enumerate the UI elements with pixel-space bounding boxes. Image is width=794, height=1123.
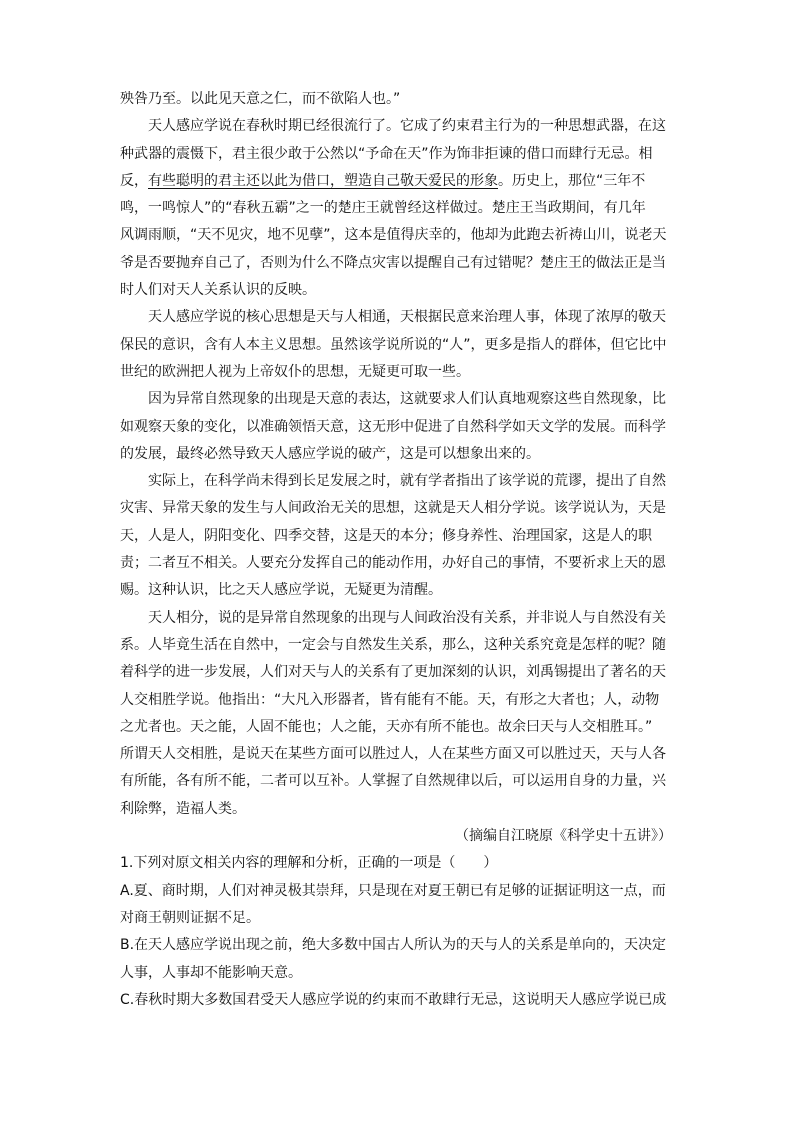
- passage-line: 如观察天象的变化，以准确领悟天意，这无形中促进了自然科学如天文学的发展。而科学: [120, 418, 666, 435]
- passage-line: 爷是否要抛弃自己了，否则为什么不降点灾害以提醒自己有过错呢？楚庄王的做法正是当: [120, 254, 666, 271]
- question-stem: 1.下列对原文相关内容的理解和分析，正确的一项是（ ）: [120, 855, 498, 872]
- passage-line: 有所能，各有所不能，二者可以互补。人掌握了自然规律以后，可以运用自身的力量，兴: [120, 773, 666, 790]
- passage-line: 责；二者互不相关。人要充分发挥自己的能动作用，办好自己的事情，不要祈求上天的恩: [120, 555, 666, 572]
- passage-line: 灾害、异常天象的发生与人间政治无关的思想，这就是天人相分学说。该学说认为，天是: [120, 500, 666, 517]
- passage-line: [120, 168, 672, 195]
- source-citation: （摘编自江晓原《科学史十五讲》）: [455, 828, 672, 845]
- passage-line: 天人感应学说的核心思想是天与人相通，天根据民意来治理人事，体现了浓厚的敬天: [148, 309, 666, 326]
- question-option: A.夏、商时期，人们对神灵极其崇拜，只是现在对夏王朝已有足够的证据证明这一点，而: [120, 882, 666, 899]
- passage-line: 天，人是人，阴阳变化、四季交替，这是天的本分；修身养性、治理国家，这是人的职: [120, 527, 652, 544]
- question-option: B.在天人感应学说出现之前，绝大多数中国古人所认为的天与人的关系是单向的，天决定: [120, 937, 667, 954]
- question-option: 人事，人事却不能影响天意。: [120, 964, 302, 981]
- passage-line: 天人相分，说的是异常自然现象的出现与人间政治没有关系，并非说人与自然没有关: [148, 609, 666, 626]
- passage-line: 的发展，最终必然导致天人感应学说的破产，这是可以想象出来的。: [120, 445, 540, 462]
- passage-line: 保民的意识，含有人本主义思想。虽然该学说所说的“人”，更多是指人的群体，但它比中: [120, 336, 667, 353]
- question-option: C.春秋时期大多数国君受天人感应学说的约束而不敢肆行无忌，这说明天人感应学说已成: [120, 991, 667, 1008]
- question-option: 对商王朝则证据不足。: [120, 909, 260, 926]
- underlined-sentence: 有些聪明的君主还以此为借口，塑造自己敬天爱民的形象: [148, 172, 498, 189]
- passage-line: 利除弊，造福人类。: [120, 800, 246, 817]
- passage-line: 风调雨顺，“天不见灾，地不见孽”，这本是值得庆幸的，他却为此跑去祈祷山川，说老天: [120, 227, 667, 244]
- passage-line: 赐。这种认识，比之天人感应学说，无疑更为清醒。: [120, 582, 442, 599]
- passage-line: 之尤者也。天之能，人固不能也；人之能，天亦有所不能也。故余曰天与人交相胜耳。”: [120, 718, 653, 735]
- passage-line: 世纪的欧洲把人视为上帝奴仆的思想，无疑更可取一些。: [120, 363, 470, 380]
- passage-line: 因为异常自然现象的出现是天意的表达，这就要求人们认真地观察这些自然现象，比: [148, 391, 666, 408]
- passage-line: 种武器的震慑下，君主很少敢于公然以“予命在天”作为饰非拒谏的借口而肆行无忌。相: [120, 145, 653, 162]
- passage-line: 所谓天人交相胜，是说天在某些方面可以胜过人，人在某些方面又可以胜过天，天与人各: [120, 746, 666, 763]
- passage-line: 实际上，在科学尚未得到长足发展之时，就有学者指出了该学说的荒谬，提出了自然: [148, 473, 666, 490]
- passage-line-end: 。历史上，那位“三年不: [498, 172, 646, 189]
- passage-line: 人交相胜学说。他指出：“大凡入形器者，皆有能有不能。天，有形之大者也；人，动物: [120, 691, 660, 708]
- passage-line: 着科学的进一步发展，人们对天与人的关系有了更加深刻的认识，刘禹锡提出了著名的天: [120, 664, 666, 681]
- passage-line: 时人们对天人关系认识的反映。: [120, 282, 316, 299]
- passage-line: 天人感应学说在春秋时期已经很流行了。它成了约束君主行为的一种思想武器，在这: [148, 118, 666, 135]
- passage-line: 殃咎乃至。以此见天意之仁，而不欲陷人也。”: [120, 91, 401, 107]
- passage-line: 鸣，一鸣惊人”的“春秋五霸”之一的楚庄王就曾经这样做过。楚庄王当政期间，有几年: [120, 200, 646, 217]
- document-page: [120, 86, 672, 1014]
- passage-line-start: 反，: [120, 172, 148, 189]
- passage-line: 系。人毕竟生活在自然中，一定会与自然发生关系，那么，这种关系究竟是怎样的呢？随: [120, 636, 666, 653]
